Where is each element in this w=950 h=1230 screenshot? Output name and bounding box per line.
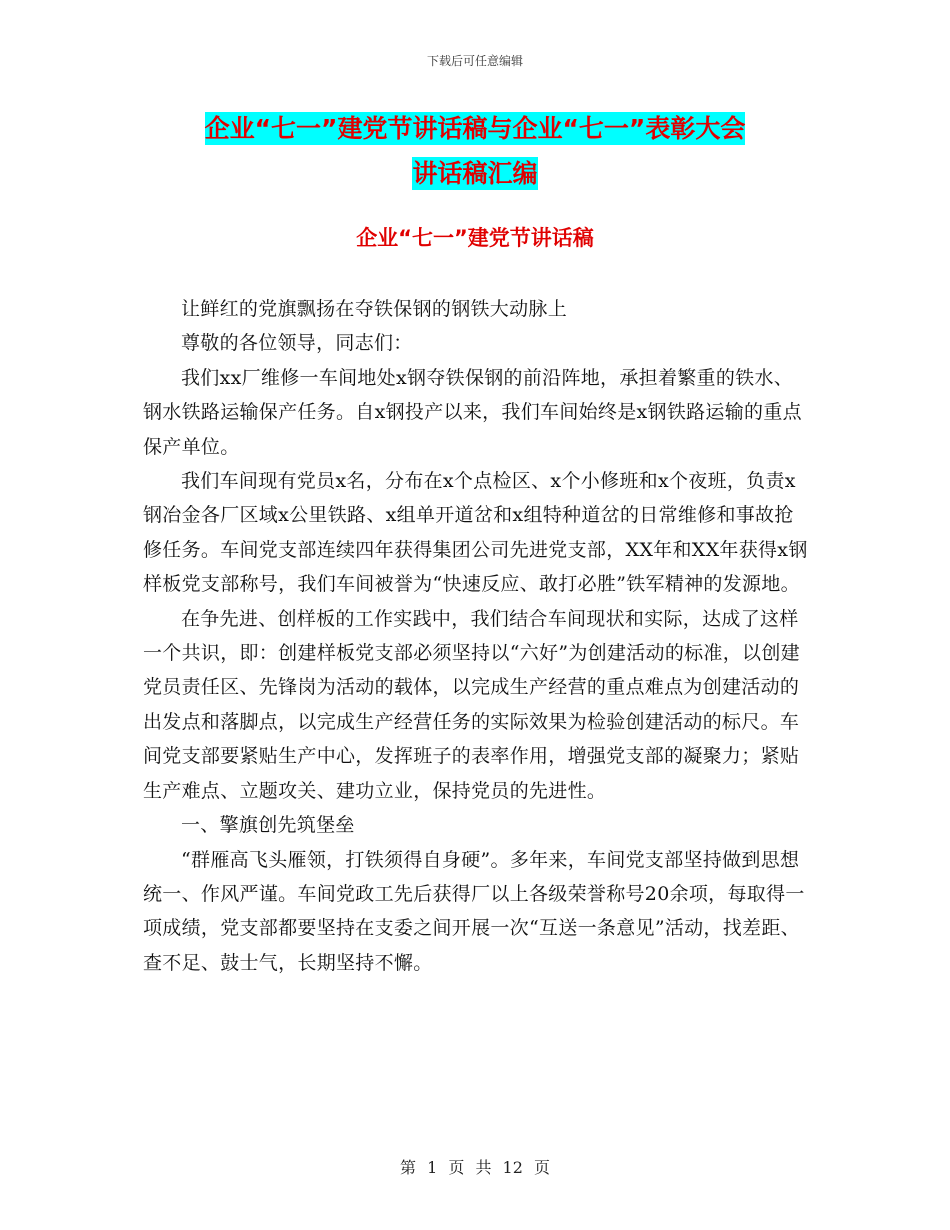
body-text bbox=[143, 292, 811, 980]
paragraph-greeting: 尊敬的各位领导，同志们： bbox=[181, 332, 413, 355]
section-title: 企业“七一”建党节讲话稿 bbox=[356, 226, 594, 250]
document-title-line-1 bbox=[0, 114, 950, 144]
document-title-line-2 bbox=[0, 159, 950, 189]
document-title-text-2: 讲话稿汇编 bbox=[412, 159, 538, 188]
paragraph-intro: 我们xx厂维修一车间地处x钢夺铁保钢的前沿阵地，承担着繁重的铁水、钢水铁路运输保产任务。自x钢投产以来，我们车间始终是x钢铁路运输的重点保产单位。 bbox=[143, 366, 802, 458]
document-title-text-1: 企业“七一”建党节讲话稿与企业“七一”表彰大会 bbox=[204, 114, 746, 143]
paragraph-subtitle: 让鲜红的党旗飘扬在夺铁保钢的钢铁大动脉上 bbox=[181, 298, 568, 320]
paragraph-consensus: 在争先进、创样板的工作实践中，我们结合车间现状和实际，达成了这样一个共识，即：创建样板党支部必须坚持以“六好”为创建活动的标准，以创建党员责任区、先锋岗为活动的载体，以完成生产经营的重点难点为创建活动的出发点和落脚点，以完成生产经营任务的实际效果为检验创建活动的标尺。车间党支部要紧贴生产中心，发挥班子的表率作用，增强党支部的凝聚力；紧贴生产难点、立题攻关、建功立业，保持党员的先进性。 bbox=[143, 607, 800, 802]
page-footer: 第 1 页 共 12 页 bbox=[400, 1158, 550, 1177]
paragraph-members: 我们车间现有党员x名，分布在x个点检区、x个小修班和x个夜班，负责x钢冶金各厂区域x公里铁路、x组单开道岔和x组特种道岔的日常维修和事故抢修任务。车间党支部连续四年获得集团公司先进党支部，XX年和XX年获得x钢样板党支部称号，我们车间被誉为“快速反应、敢打必胜”铁军精神的发源地。 bbox=[143, 470, 808, 596]
header-note: 下载后可任意编辑 bbox=[426, 54, 523, 68]
paragraph-leadership: “群雁高飞头雁领，打铁须得自身硬”。多年来，车间党支部坚持做到思想统一、作风严谨。车间党政工先后获得厂以上各级荣誉称号20余项，每取得一项成绩，党支部都要坚持在支委之间开展一次“互送一条意见”活动，找差距、查不足、鼓士气，长期坚持不懈。 bbox=[143, 848, 805, 974]
paragraph-heading-one: 一、擎旗创先筑堡垒 bbox=[181, 814, 355, 837]
